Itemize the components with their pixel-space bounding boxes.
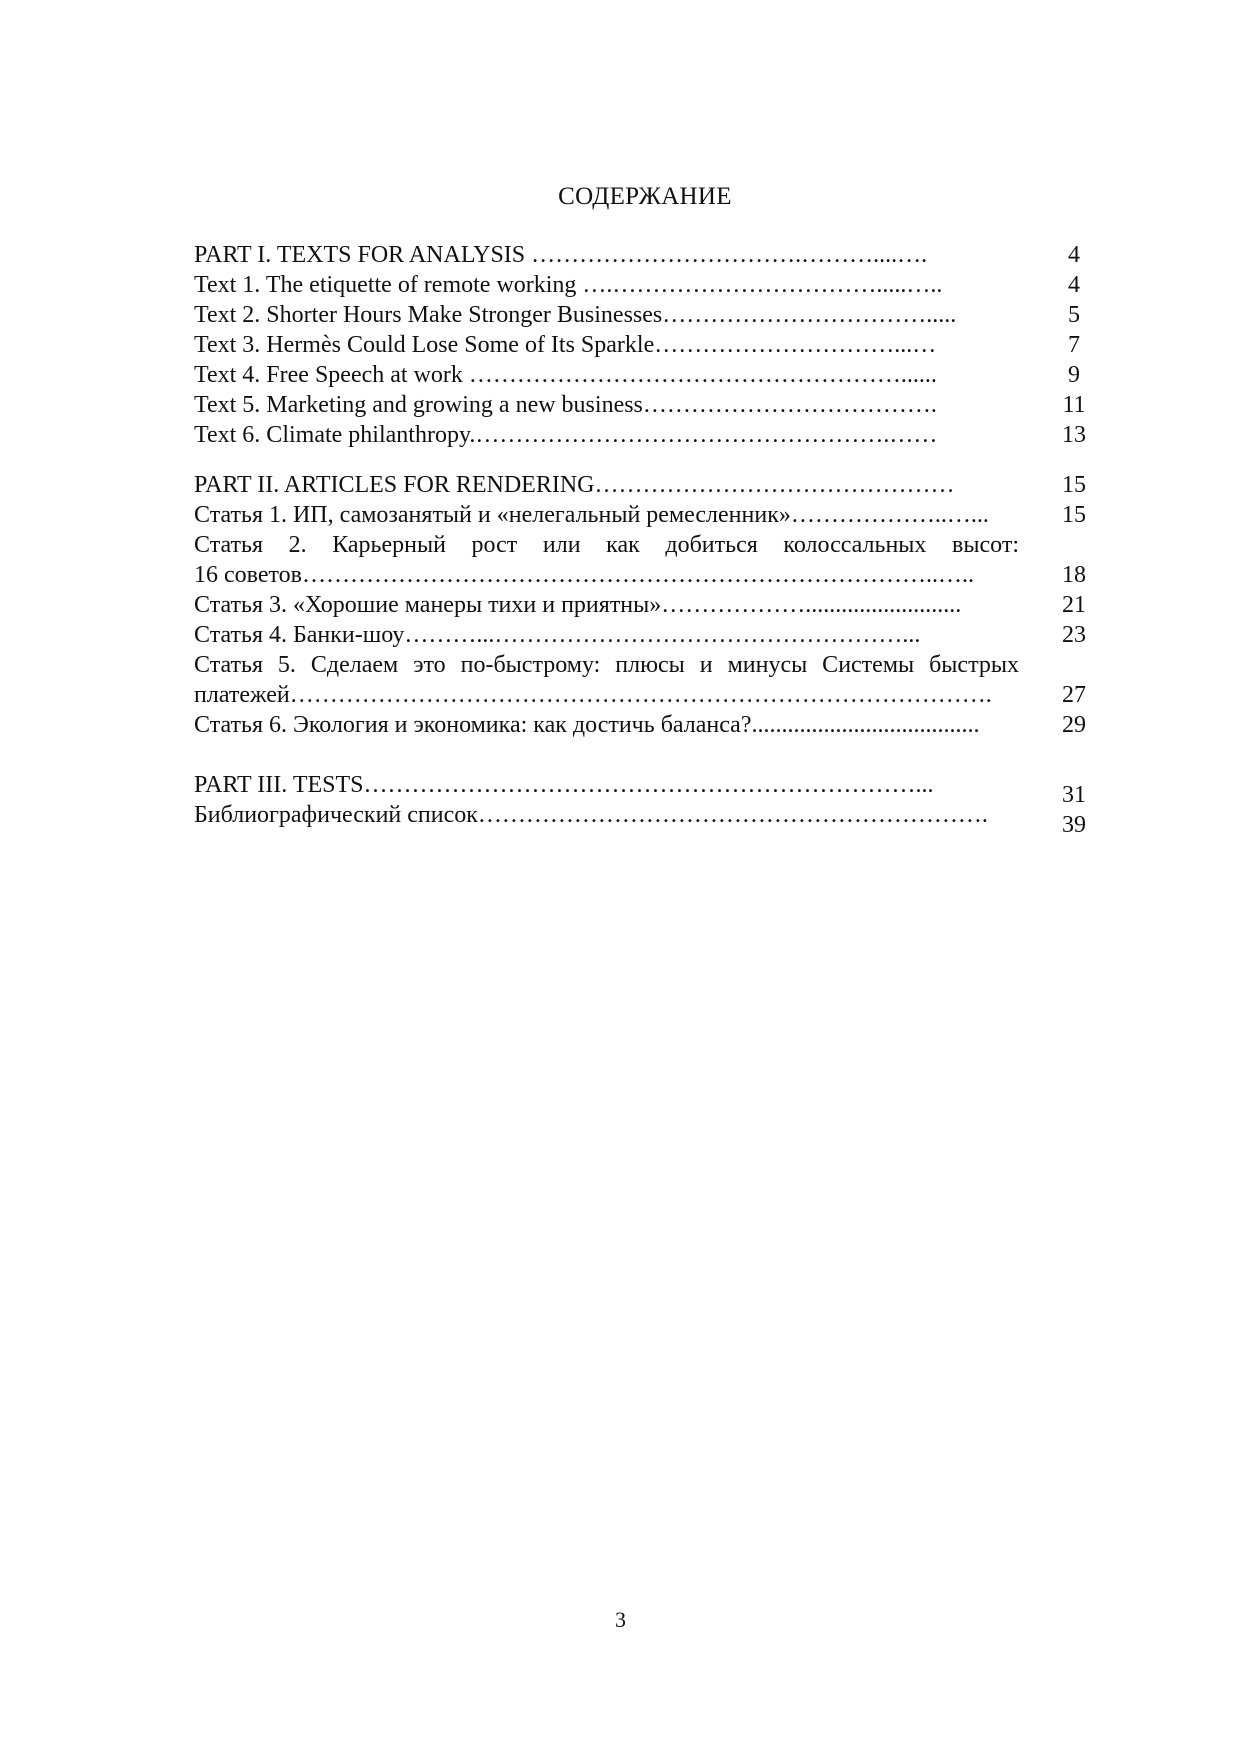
toc-page-number: 27 [1062, 682, 1086, 708]
toc-page-number: 21 [1062, 592, 1086, 618]
toc-entry-title: Text 3. Hermès Could Lose Some of Its Sparkle…………………………...… [194, 332, 937, 358]
toc-page-number: 5 [1068, 302, 1080, 328]
toc-page-number: 9 [1068, 362, 1080, 388]
toc-entry-title: Text 5. Marketing and growing a new business………………………………. [194, 392, 937, 418]
toc-page-number: 39 [1062, 812, 1086, 838]
toc-entry-title: Text 1. The etiquette of remote working ….…………………………….....….. [194, 272, 943, 298]
toc-entry-title: Text 4. Free Speech at work ………………………………………………...... [194, 362, 937, 388]
toc-page-number: 18 [1062, 562, 1086, 588]
toc-entry-title: Библиографический список………………………………………………………. [194, 802, 988, 828]
toc-entry-title: Статья 1. ИП, самозанятый и «нелегальный ремесленник»………………..…... [194, 502, 989, 528]
toc-page-number: 13 [1062, 422, 1086, 448]
toc-page-number: 15 [1062, 472, 1086, 498]
toc-entry-title [194, 530, 1019, 590]
toc-entry-title [194, 650, 1019, 710]
toc-page-number: 15 [1062, 502, 1086, 528]
toc-page-number: 31 [1062, 782, 1086, 808]
footer-page-number: 3 [615, 1607, 626, 1632]
toc-entry-title: PART II. ARTICLES FOR RENDERING……………………………………… [194, 472, 955, 498]
toc-page-number: 29 [1062, 712, 1086, 738]
toc-entry-title: Text 2. Shorter Hours Make Stronger Businesses……………………………..... [194, 302, 957, 328]
toc-entry-title: PART I. TEXTS FOR ANALYSIS …………………………….………....…. [194, 242, 928, 268]
toc-entry-title: Статья 6. Экология и экономика: как достичь баланса?...................................... [194, 712, 980, 738]
page-title: СОДЕРЖАНИЕ [558, 183, 732, 210]
toc-entry-title: Статья 4. Банки-шоу………...……………………………………………... [194, 622, 921, 648]
toc-entry-title-line-1: Статья 2. Карьерный рост или как добиться колоссальных высот: [194, 532, 1019, 558]
toc-entry-title-line-2: платежей……………………………………………………………………………. [194, 682, 992, 708]
toc-page-number: 7 [1068, 332, 1080, 358]
toc-entry-title-line-1: Статья 5. Сделаем это по-быстрому: плюсы и минусы Системы быстрых [194, 652, 1019, 678]
toc-page-number: 4 [1068, 242, 1080, 268]
toc-page-number: 23 [1062, 622, 1086, 648]
toc-page-number: 4 [1068, 272, 1080, 298]
toc-entry-title: Статья 3. «Хорошие манеры тихи и приятны»……………….......................... [194, 592, 962, 618]
toc-entry-title-line-2: 16 советов……………………………………………………………………..….. [194, 562, 974, 588]
toc-entry-title: PART III. TESTS……………………………………………………………... [194, 772, 934, 798]
toc-page-number: 11 [1062, 392, 1086, 418]
toc-entry-title: Text 6. Climate philanthropy.…………………………………………….…… [194, 422, 938, 448]
